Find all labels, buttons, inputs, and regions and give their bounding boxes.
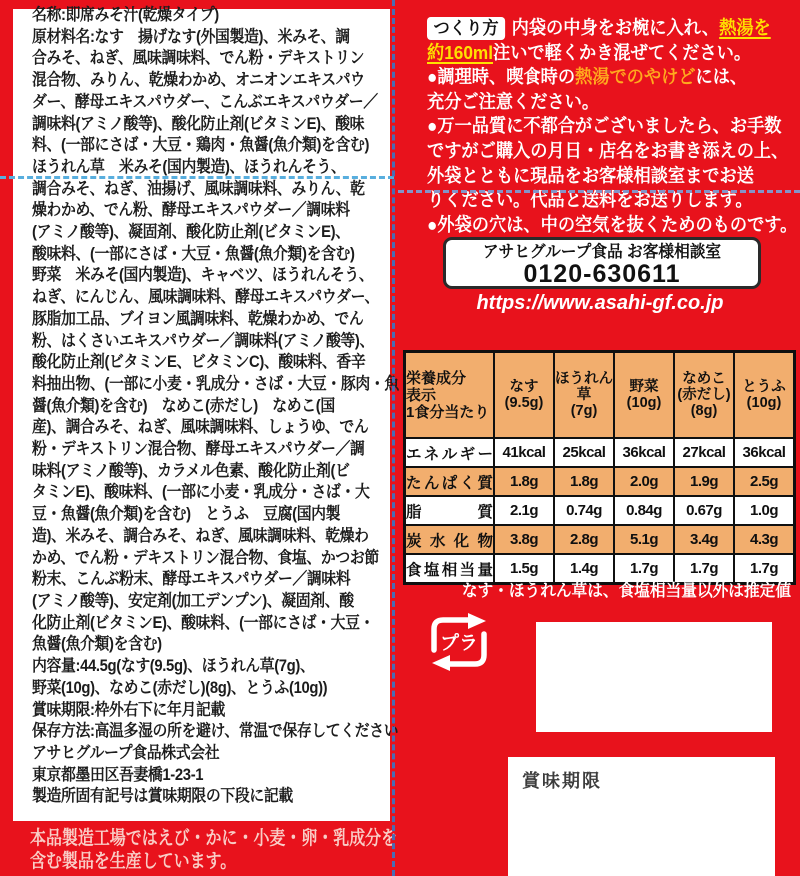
ingredient-line: 粉、はくさいエキスパウダー／調味料(アミノ酸等)、 (32, 331, 374, 350)
ingredient-line: ねぎ、にんじん、風味調味料、酵母エキスパウダー、 (32, 288, 380, 307)
customer-service-title: アサヒグループ食品 お客様相談室 (482, 243, 722, 261)
customer-service-box (443, 237, 761, 289)
ingredients-text (32, 5, 399, 808)
nutrition-value-cell: 0.74g (554, 496, 614, 525)
ingredient-line: 豚脂加工品、ブイヨン風調味料、乾燥わかめ、でん (32, 309, 364, 328)
ingredient-line: かめ、でん粉・デキストリン混合物、食塩、かつお節 (32, 548, 379, 567)
transparent-window (536, 622, 772, 732)
ingredient-line: 原材料名:なす 揚げなす(外国製造)、米みそ、調 (32, 27, 350, 46)
instruction-line: りください。代品と送料をお送りします。 (427, 189, 753, 211)
ingredient-line: タミンE)、酸味料、(一部に小麦・乳成分・さば・大 (32, 483, 370, 502)
nutrition-value-cell: 36kcal (734, 438, 795, 467)
ingredient-line: 賞味期限:枠外右下に年月記載 (32, 700, 225, 719)
ingredient-line: (アミノ酸等)、安定剤(加工デンプン)、凝固剤、酸 (32, 591, 354, 610)
nutrition-value-cell: 1.5g (494, 554, 554, 584)
cut-line-vertical (392, 0, 395, 876)
ingredient-line: 酸味料、(一部にさば・大豆・魚醤(魚介類)を含む) (32, 244, 355, 263)
nutrition-value-cell: 27kcal (674, 438, 734, 467)
nutrition-value-cell: 1.8g (494, 467, 554, 496)
ingredient-line: 東京都墨田区吾妻橋1-23-1 (32, 765, 204, 784)
nutrition-row-label: エネルギー (405, 438, 495, 467)
instruction-line: ですがご購入の月日・店名をお書き添えの上、 (427, 139, 789, 161)
expiry-date-box (508, 757, 775, 876)
nutrition-value-cell: 41kcal (494, 438, 554, 467)
ingredient-line: 化防止剤(ビタミンE)、酸味料、(一部にさば・大豆・ (32, 613, 375, 632)
allergy-warning-line: 含む製品を生産しています。 (30, 850, 237, 872)
nutrition-corner-cell: 栄養成分 表示 1食分当たり (405, 352, 495, 439)
ingredient-line: 名称:即席みそ汁(乾燥タイプ) (32, 6, 219, 24)
ingredient-line: (アミノ酸等)、凝固剤、酸化防止剤(ビタミンE)、 (32, 223, 350, 242)
nutrition-value-cell: 2.0g (614, 467, 674, 496)
ingredient-line: 酸化防止剤(ビタミンE、ビタミンC)、酸味料、香辛 (32, 353, 366, 372)
nutrition-value-cell: 2.5g (734, 467, 795, 496)
nutrition-header-cell: なめこ (赤だし) (8g) (674, 352, 734, 439)
ingredient-line: 造)、米みそ、調合みそ、ねぎ、風味調味料、乾燥わ (32, 526, 369, 545)
instruction-line: ●万一品質に不都合がございましたら、お手数 (427, 115, 782, 137)
nutrition-value-cell: 25kcal (554, 438, 614, 467)
nutrition-value-cell: 1.4g (554, 554, 614, 584)
nutrition-value-cell: 0.67g (674, 496, 734, 525)
instruction-line: 外袋とともに現品をお客様相談室までお送 (427, 164, 754, 186)
ingredient-line: 料抽出物、(一部に小麦・乳成分・さば・大豆・豚肉・魚 (32, 374, 399, 393)
nutrition-value-cell: 3.4g (674, 525, 734, 554)
nutrition-value-cell: 36kcal (614, 438, 674, 467)
nutrition-row (405, 467, 795, 496)
plastic-recycling-icon (424, 612, 494, 672)
nutrition-header-cell: ほうれん 草 (7g) (554, 352, 614, 439)
nutrition-value-cell: 1.7g (734, 554, 795, 584)
nutrition-value-cell: 1.9g (674, 467, 734, 496)
ingredient-line: 豆・魚醤(魚介類)を含む) とうふ 豆腐(国内製 (32, 505, 341, 524)
nutrition-value-cell: 0.84g (614, 496, 674, 525)
ingredient-line: 製造所固有記号は賞味期限の下段に記載 (32, 787, 293, 806)
nutrition-row (405, 496, 795, 525)
nutrition-row-label: たんぱく質 (405, 467, 495, 496)
nutrition-row-label: 脂質 (405, 496, 495, 525)
nutrition-row-label: 炭水化物 (405, 525, 495, 554)
expiry-date-label: 賞味期限 (522, 771, 602, 791)
instruction-line: ●外袋の穴は、中の空気を抜くためのものです。 (427, 213, 798, 235)
nutrition-header-cell: なす (9.5g) (494, 352, 554, 439)
nutrition-value-cell: 1.7g (674, 554, 734, 584)
nutrition-value-cell: 2.1g (494, 496, 554, 525)
ingredient-line: 調合みそ、ねぎ、油揚げ、風味調味料、みりん、乾 (32, 179, 365, 198)
nutrition-header-cell: とうふ (10g) (734, 352, 795, 439)
instruction-line: つくり方 内袋の中身をお椀に入れ、熱湯を (427, 16, 774, 41)
ingredient-line: 保存方法:高温多湿の所を避け、常温で保存してください (32, 722, 399, 741)
recycle-mark-label: プラ (439, 633, 479, 654)
ingredient-line: 魚醤(魚介類)を含む) (32, 635, 162, 654)
ingredient-line: 混合物、みりん、乾燥わかめ、オニオンエキスパウ (32, 71, 365, 90)
ingredient-line: 野菜(10g)、なめこ(赤だし)(8g)、とうふ(10g)) (32, 678, 328, 697)
nutrition-value-cell: 4.3g (734, 525, 795, 554)
nutrition-row (405, 525, 795, 554)
ingredient-line: 合みそ、ねぎ、風味調味料、でん粉・デキストリン (32, 49, 365, 68)
ingredient-line: 粉末、こんぶ粉末、酵母エキスパウダー／調味料 (32, 570, 351, 589)
preparation-instructions (427, 16, 800, 237)
ingredient-line: ほうれん草 米みそ(国内製造)、ほうれんそう、 (32, 157, 346, 176)
nutrition-value-cell: 2.8g (554, 525, 614, 554)
ingredient-line: 内容量:44.5g(なす(9.5g)、ほうれん草(7g)、 (32, 657, 315, 676)
nutrition-row-label: 食塩相当量 (405, 554, 495, 584)
instruction-line: 充分ご注意ください。 (427, 90, 600, 112)
nutrition-note: なす・ほうれん草は、食塩相当量以外は推定値 (461, 582, 791, 600)
nutrition-value-cell: 3.8g (494, 525, 554, 554)
nutrition-header-row (405, 352, 795, 439)
ingredient-line: 燥わかめ、でん粉、酵母エキスパウダー／調味料 (32, 201, 350, 220)
nutrition-value-cell: 1.7g (614, 554, 674, 584)
ingredient-line: ダー、酵母エキスパウダー、こんぶエキスパウダー／ (32, 92, 378, 111)
allergy-warning-line: 本品製造工場ではえび・かに・小麦・卵・乳成分を (30, 828, 398, 849)
customer-service-phone: 0120-630611 (523, 260, 681, 288)
ingredient-line: 調味料(アミノ酸等)、酸化防止剤(ビタミンE)、酸味 (32, 114, 365, 133)
ingredient-line: 味料(アミノ酸等)、カラメル色素、酸化防止剤(ビ (32, 461, 350, 480)
website-url: https://www.asahi-gf.co.jp (476, 292, 724, 314)
nutrition-header-cell: 野菜 (10g) (614, 352, 674, 439)
nutrition-table (403, 350, 796, 585)
instruction-line: ●調理時、喫食時の熱湯でのやけどには、 (427, 66, 748, 88)
howto-badge: つくり方 (427, 17, 505, 40)
ingredient-line: 醤(魚介類)を含む) なめこ(赤だし) なめこ(国 (32, 396, 335, 415)
nutrition-value-cell: 1.0g (734, 496, 795, 525)
cut-line-horizontal-right (398, 190, 800, 193)
allergy-warning (30, 828, 467, 873)
ingredient-line: 料、(一部にさば・大豆・鶏肉・魚醤(魚介類)を含む) (32, 136, 370, 155)
instruction-line: 約160ml注いで軽くかき混ぜてください。 (427, 41, 752, 63)
ingredient-line: 野菜 米みそ(国内製造)、キャベツ、ほうれんそう、 (32, 266, 374, 285)
ingredient-line: 産)、調合みそ、ねぎ、風味調味料、しょうゆ、でん (32, 418, 369, 437)
nutrition-value-cell: 5.1g (614, 525, 674, 554)
nutrition-value-cell: 1.8g (554, 467, 614, 496)
nutrition-row (405, 438, 795, 467)
ingredient-line: 粉・デキストリン混合物、酵母エキスパウダー／調 (32, 440, 365, 459)
ingredient-line: アサヒグループ食品株式会社 (32, 743, 220, 762)
